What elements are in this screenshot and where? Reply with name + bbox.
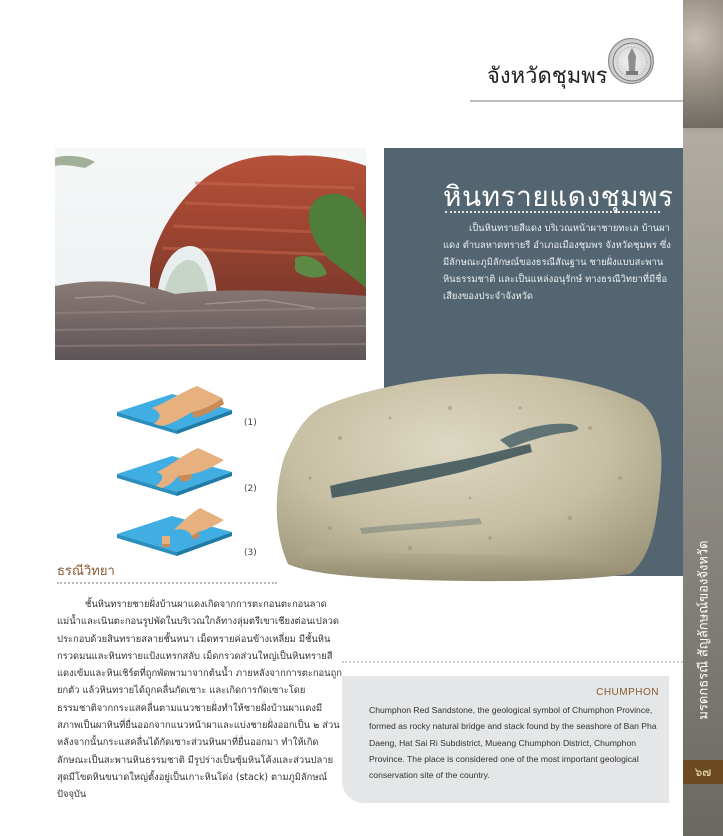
geology-dotted-divider (57, 582, 277, 584)
english-dotted-divider (342, 661, 683, 663)
province-title: จังหวัดชุมพร (487, 64, 608, 89)
rock-texture-cap (683, 0, 723, 128)
english-summary-panel (342, 676, 669, 803)
sidebar-vertical-title (683, 500, 723, 760)
formation-diagram-3 (112, 506, 237, 562)
english-heading: CHUMPHON (596, 687, 659, 698)
thai-intro-text: เป็นหินทรายสีแดง บริเวณหน้าผาชายทะเล บ้านผาแดง ตำบลหาดทรายรี อำเภอเมืองชุมพร จังหวัดชุมพร ซึ่งมีลักษณะภูมิลักษณ์ของธรณีสัณฐาน ชายฝั่งแบบสะพานหินธรรมชาติ และเป็นแหล่งอนุรักษ์ ทางธรณีวิทยาที่มีชื่อเสียงของประจำจังหวัด (443, 223, 671, 302)
title-dotted-divider (445, 211, 660, 213)
sidebar-vertical-text: มรดกธรณี สัญลักษณ์ของจังหวัด (695, 540, 711, 720)
header-divider (470, 100, 683, 102)
formation-diagram-1 (112, 384, 237, 440)
page-number: ๖๗ (683, 760, 723, 784)
geology-heading: ธรณีวิทยา (57, 564, 115, 579)
geology-body-text: ชั้นหินทรายชายฝั่งบ้านผาแดงเกิดจากการตะกอนตะกอนลาดแม่น้ำและเนินตะกอนรูปพัดในบริเวณใกล้ทางลุ่มตรีเขาเชียงต่อนเปลวด ประกอบด้วยสินทรายสลายชั้นหนา เม็ดทรายค่อนข้างเหลี่ยม มีชั้นหินกรวดมนและหินทรายแป้งแทรกสลับ เม็ดกรวดส่วนใหญ่เป็นหินทรายสีแดงเข้มและหินเชิร์ตที่ถูกพัดพามาจากต้นน้ำ ภายหลังจากการตะกอนถูกยกตัว แล้วหินทรายได้ถูกคลื่นกัดเซาะ และเกิดการกัดเซาะโดยธรรมชาติจากกระแสคลื่นตามแนวชายฝั่งทำให้ชายฝั่งบ้านผาแดงมีสภาพเป็นผาหินที่ยื่นออกจากแนวหน้าผาและแบ่งชายฝั่งออกเป็น ๒ ส่วน หลังจากนั้นกระแสคลื่นได้กัดเซาะส่วนหินผาที่ยื่นออกมา ทำให้เกิดลักษณะเป็นสะพานหินธรรมชาติ มีรูปร่างเป็นซุ้มหินโค้งและส่วนปลายสุดมีโขดหินขนาดใหญ่ตั้งอยู่เป็นเกาะหินโด่ง (stack) ตามภูมิลักษณ์ปัจจุบัน (57, 599, 342, 801)
rock-arch-photo (55, 148, 366, 360)
diagram-label-3: (3) (244, 548, 257, 558)
english-summary-text: Chumphon Red Sandstone, the geological symbol of Chumphon Province, formed as rocky natural bridge and stack found by the seashore of Ban Pha Daeng, Hat Sai Ri Subdistrict, Mueang Chumphon District, Chumphon Province. The place is considered one of the most important geological conservation site of the country. (369, 705, 657, 781)
province-seal-icon (608, 38, 654, 84)
article-title: หินทรายแดงชุมพร (443, 180, 674, 213)
diagram-label-2: (2) (244, 484, 257, 494)
diagram-label-1: (1) (244, 418, 257, 428)
sandstone-specimen-image (270, 368, 666, 584)
formation-diagram-2 (112, 446, 237, 502)
